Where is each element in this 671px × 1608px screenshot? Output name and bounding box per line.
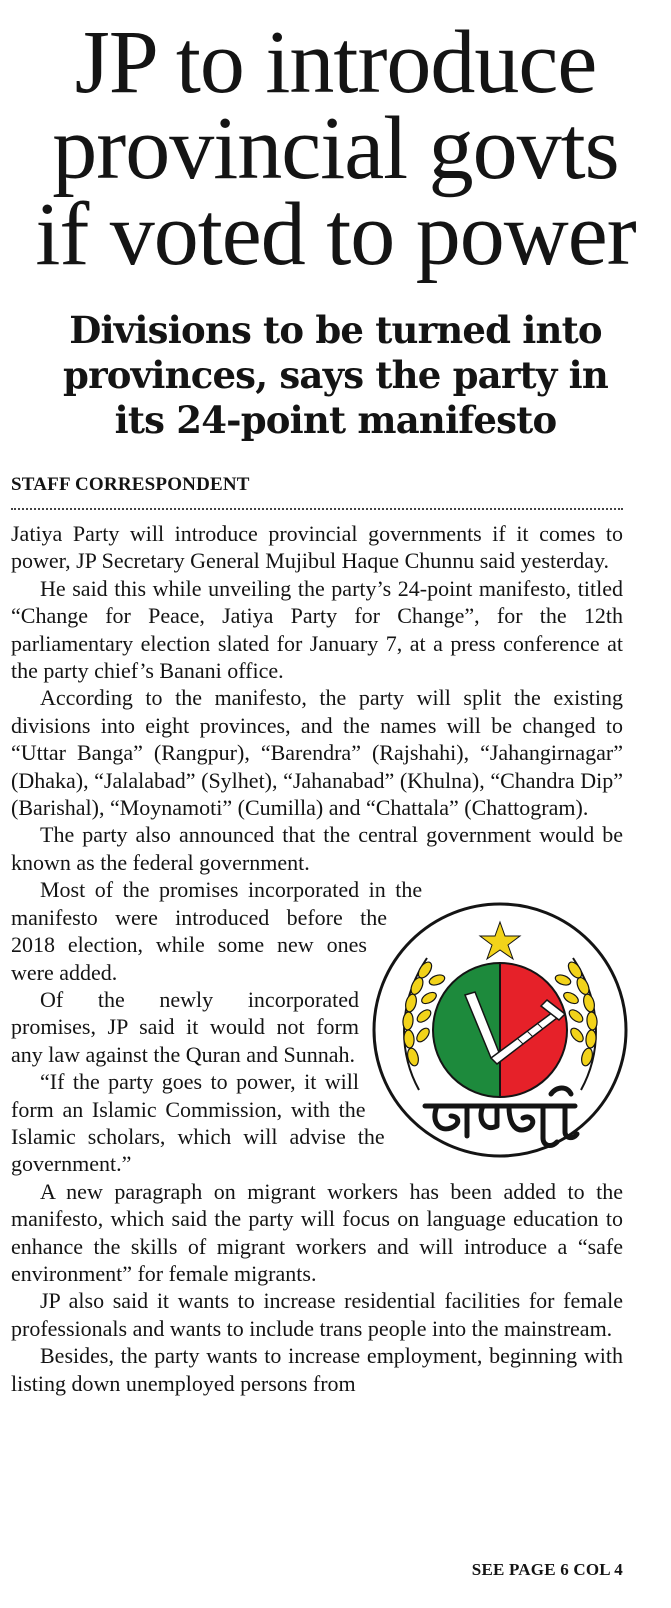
- article-paragraph: A new paragraph on migrant workers has been added to the manifesto, which said the party will focus on language education to enhance the skills of migrant workers and will introduce a “safe environment” for female migrants.: [11, 1178, 623, 1286]
- headline-line: JP to introduce: [74, 13, 597, 112]
- subheadline-line: Divisions to be turned into: [69, 308, 602, 352]
- headline-line: if voted to power: [35, 185, 636, 284]
- article-paragraph: Jatiya Party will introduce provincial governments if it comes to power, JP Secretary General Mujibul Haque Chunnu said yesterday.: [11, 521, 623, 574]
- jatiya-party-logo-icon: [367, 880, 633, 1180]
- subheadline-line: provinces, says the party in: [63, 353, 608, 397]
- party-emblem: [367, 880, 633, 1180]
- article-paragraph: “If the party goes to power, it will form an Islamic Commission, with the Islamic scholars, which will advise the government.”: [11, 1069, 385, 1177]
- byline: STAFF CORRESPONDENT: [11, 474, 250, 495]
- article-paragraph: Besides, the party wants to increase employment, beginning with listing down unemployed persons from: [11, 1343, 623, 1396]
- article-paragraph: JP also said it wants to increase residential facilities for female professionals and wants to include trans people into the mainstream.: [11, 1288, 623, 1341]
- article-paragraph: The party also announced that the central government would be known as the federal government.: [11, 822, 623, 875]
- article-paragraph: According to the manifesto, the party will split the existing divisions into eight provinces, and the names will be changed to “Uttar Banga” (Rangpur), “Barendra” (Rajshahi), “Jahangirnagar” (Dhaka), “Jalalabad” (Sylhet), “Jahanabad” (Khulna), “Chandra Dip” (Barishal), “Moynamoti” (Cumilla) and “Chattala” (Chattogram).: [11, 685, 623, 821]
- article-body: [11, 520, 623, 1397]
- article-paragraph: Of the newly incorporated promises, JP said it would not form any law against the Quran and Sunnah.: [11, 986, 359, 1067]
- dotted-divider: [11, 508, 623, 510]
- article-paragraph: Most of the promises incorporated in the manifesto were introduced before the 2018 election, while some new ones were added.: [11, 877, 423, 985]
- headline-line: provincial govts: [52, 99, 619, 198]
- headline: [0, 13, 671, 284]
- emblem-disc: [433, 963, 567, 1097]
- subheadline-line: its 24-point manifesto: [114, 398, 557, 442]
- subheadline: [0, 308, 671, 443]
- continued-jump-line: SEE PAGE 6 COL 4: [471, 1560, 623, 1579]
- article-paragraph: He said this while unveiling the party’s 24-point manifesto, titled “Change for Peace, Jatiya Party for Change”, for the 12th parliamentary election slated for January 7, at a press conference at the party chief’s Banani office.: [11, 575, 623, 684]
